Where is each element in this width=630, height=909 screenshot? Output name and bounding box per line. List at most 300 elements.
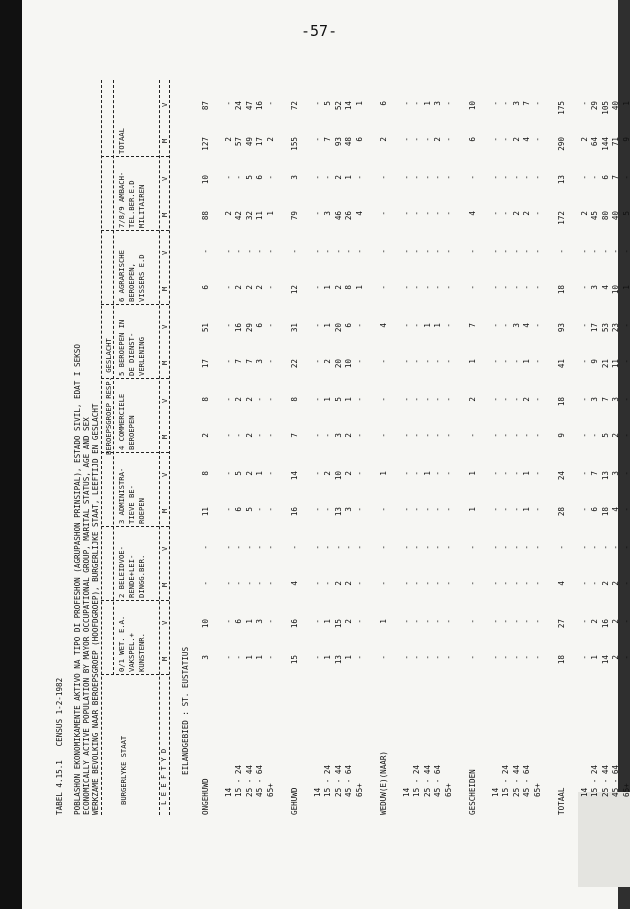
table-cell: 6 xyxy=(590,507,599,512)
table-cell: 3 xyxy=(611,471,620,476)
table-cell: - xyxy=(422,545,432,550)
table-cell: - xyxy=(443,175,453,180)
table-cell: 1 xyxy=(354,285,364,290)
table-cell: - xyxy=(354,397,364,402)
table-cell: - xyxy=(223,397,233,402)
table-cell: 11 xyxy=(611,359,620,369)
table-cell: - xyxy=(265,101,275,106)
table-cell: - xyxy=(255,433,264,438)
table-cell: 46 xyxy=(333,211,343,221)
table-cell: - xyxy=(443,249,453,254)
page-number: -57- xyxy=(301,22,338,40)
table-cell: 2 xyxy=(344,619,353,624)
table-cell: 7 xyxy=(611,175,620,180)
table-cell: 2 xyxy=(579,137,589,142)
table-cell: - xyxy=(490,619,500,624)
book-spine xyxy=(0,0,22,909)
group-header-1: KUNSTENR. xyxy=(137,633,146,672)
table-cell: 16 xyxy=(255,101,264,111)
table-cell: - xyxy=(579,323,589,328)
table-cell: - xyxy=(265,619,275,624)
table-cell: 14 xyxy=(600,655,610,665)
female-header: V xyxy=(160,176,169,181)
table-cell: 18 xyxy=(600,507,610,517)
table-cell: - xyxy=(468,655,477,660)
table-cell: - xyxy=(443,619,453,624)
female-header: V xyxy=(160,250,169,255)
table-cell: - xyxy=(501,323,510,328)
table-cell: 1 xyxy=(323,323,332,328)
table-cell: - xyxy=(223,581,233,586)
female-header: V xyxy=(160,472,169,477)
table-cell: - xyxy=(468,545,477,550)
table-cell: - xyxy=(223,249,233,254)
table-cell: 49 xyxy=(244,137,254,147)
table-cell: - xyxy=(244,581,254,586)
age-label: 14 xyxy=(223,787,233,797)
table-cell: - xyxy=(422,581,432,586)
female-header: V xyxy=(160,620,169,625)
table-cell: 5 xyxy=(234,471,243,476)
group-header-2: RENDE+LEI- xyxy=(127,554,136,598)
table-cell: - xyxy=(234,545,243,550)
table-cell: 8 xyxy=(290,397,299,402)
table-cell: - xyxy=(532,285,542,290)
table-cell: - xyxy=(265,249,275,254)
table-cell: 5 xyxy=(600,433,610,438)
table-cell: 3 xyxy=(511,323,521,328)
age-label: 15 - 24 xyxy=(590,764,599,797)
group-divider xyxy=(101,230,169,231)
table-cell: - xyxy=(511,433,521,438)
table-cell: 41 xyxy=(557,359,566,369)
table-cell: - xyxy=(354,581,364,586)
table-cell: - xyxy=(401,323,411,328)
group-divider xyxy=(101,378,169,379)
table-cell: - xyxy=(401,175,411,180)
table-cell: - xyxy=(312,397,322,402)
table-cell: - xyxy=(401,137,411,142)
table-cell: - xyxy=(621,581,630,586)
age-label: 25 - 44 xyxy=(244,764,254,797)
table-cell: - xyxy=(422,507,432,512)
table-cell: 1 xyxy=(621,285,630,290)
table-cell: - xyxy=(532,655,542,660)
table-cell: - xyxy=(379,211,388,216)
group-divider xyxy=(101,452,169,453)
table-cell: 2 xyxy=(344,471,353,476)
table-cell: - xyxy=(522,619,531,624)
table-cell: 5 xyxy=(333,397,343,402)
table-cell: - xyxy=(412,359,421,364)
table-cell: - xyxy=(412,137,421,142)
table-cell: - xyxy=(290,249,299,254)
table-cell: 1 xyxy=(433,323,442,328)
table-cell: - xyxy=(443,433,453,438)
group-header-3: TIEVE BE- xyxy=(127,485,136,524)
table-cell: - xyxy=(354,471,364,476)
table-cell: 1 xyxy=(522,359,531,364)
table-cell: - xyxy=(422,619,432,624)
group-header-6: VISSERS E.D xyxy=(137,254,146,302)
table-cell: 7 xyxy=(590,471,599,476)
table-cell: 1 xyxy=(255,655,264,660)
table-cell: - xyxy=(511,285,521,290)
table-cell: - xyxy=(522,175,531,180)
table-cell: - xyxy=(422,285,432,290)
section-label-1: GEHUWD xyxy=(290,787,299,815)
table-cell: 47 xyxy=(244,101,254,111)
table-cell: - xyxy=(323,175,332,180)
table-cell: 172 xyxy=(557,211,566,225)
table-cell: - xyxy=(468,285,477,290)
group-header-5: VERLENING xyxy=(137,337,146,376)
table-cell: - xyxy=(443,545,453,550)
age-label: 14 xyxy=(312,787,322,797)
table-cell: - xyxy=(590,581,599,586)
table-cell: 1 xyxy=(244,655,254,660)
table-cell: - xyxy=(433,397,442,402)
table-cell: - xyxy=(234,433,243,438)
leeftyd-label: L E E F T Y D xyxy=(159,748,168,805)
table-cell: - xyxy=(234,175,243,180)
table-cell: 17 xyxy=(201,359,210,369)
table-cell: 10 xyxy=(201,619,210,629)
table-cell: - xyxy=(532,323,542,328)
table-cell: - xyxy=(234,581,243,586)
table-cell: - xyxy=(312,101,322,106)
table-cell: - xyxy=(443,359,453,364)
table-cell: - xyxy=(443,397,453,402)
table-cell: - xyxy=(379,507,388,512)
table-cell: 17 xyxy=(590,323,599,333)
table-cell: 3 xyxy=(433,101,442,106)
table-cell: - xyxy=(201,249,210,254)
table-cell: - xyxy=(522,249,531,254)
table-cell: 8 xyxy=(201,471,210,476)
table-cell: - xyxy=(312,323,322,328)
table-cell: - xyxy=(312,433,322,438)
table-cell: - xyxy=(433,433,442,438)
table-cell: 1 xyxy=(255,471,264,476)
table-cell: 2 xyxy=(244,471,254,476)
male-header: M xyxy=(160,656,169,661)
table-cell: - xyxy=(412,507,421,512)
age-label: 15 - 24 xyxy=(412,764,421,797)
group-header-7: 7/8/9 AMBACH- xyxy=(117,171,126,228)
table-cell: 14 xyxy=(290,471,299,481)
table-cell: 1 xyxy=(422,323,432,328)
table-cell: - xyxy=(501,433,510,438)
table-cell: 2 xyxy=(244,433,254,438)
table-cell: - xyxy=(354,323,364,328)
table-cell: 13 xyxy=(333,655,343,665)
table-cell: - xyxy=(490,285,500,290)
table-cell: - xyxy=(312,359,322,364)
table-cell: - xyxy=(443,655,453,660)
table-cell: - xyxy=(579,581,589,586)
group-header-4: 4 COMMERCIELE xyxy=(117,393,126,450)
table-cell: - xyxy=(443,323,453,328)
table-cell: 1 xyxy=(344,655,353,660)
age-label: 25 - 44 xyxy=(600,764,610,797)
table-cell: - xyxy=(312,175,322,180)
table-cell: - xyxy=(590,249,599,254)
table-cell: - xyxy=(223,323,233,328)
group-divider xyxy=(101,304,169,305)
table-cell: 8 xyxy=(201,397,210,402)
table-cell: - xyxy=(501,581,510,586)
table-cell: - xyxy=(379,545,388,550)
table-cell: - xyxy=(412,249,421,254)
table-cell: - xyxy=(490,471,500,476)
table-cell: 1 xyxy=(522,507,531,512)
table-cell: 32 xyxy=(244,211,254,221)
table-cell: - xyxy=(255,249,264,254)
table-cell: - xyxy=(379,175,388,180)
table-cell: 51 xyxy=(201,323,210,333)
table-cell: - xyxy=(443,101,453,106)
table-cell: 2 xyxy=(468,397,477,402)
group-divider xyxy=(101,600,169,601)
table-cell: 4 xyxy=(354,211,364,216)
table-cell: - xyxy=(433,249,442,254)
table-cell: 1 xyxy=(323,619,332,624)
table-cell: - xyxy=(600,545,610,550)
table-cell: - xyxy=(579,507,589,512)
table-cell: 27 xyxy=(557,619,566,629)
table-cell: 10 xyxy=(201,175,210,185)
table-cell: 3 xyxy=(323,211,332,216)
table-cell: - xyxy=(401,619,411,624)
table-cell: - xyxy=(379,397,388,402)
table-cell: - xyxy=(501,545,510,550)
table-cell: - xyxy=(532,175,542,180)
table-cell: - xyxy=(590,433,599,438)
table-cell: - xyxy=(354,545,364,550)
table-cell: - xyxy=(433,285,442,290)
table-cell: - xyxy=(422,137,432,142)
table-cell: 1 xyxy=(590,655,599,660)
table-cell: - xyxy=(490,175,500,180)
table-cell: - xyxy=(579,359,589,364)
table-cell: - xyxy=(468,433,477,438)
table-cell: - xyxy=(333,249,343,254)
table-cell: - xyxy=(312,545,322,550)
table-cell: 2 xyxy=(600,581,610,586)
table-caption xyxy=(55,678,64,815)
table-cell: - xyxy=(401,581,411,586)
table-cell: - xyxy=(468,581,477,586)
table-cell: 2 xyxy=(333,175,343,180)
beroepsgroep-label: BEROEPSGROEP RESP. GESLACHT xyxy=(104,338,113,455)
group-header-3: 3 ADMINISTRA- xyxy=(117,467,126,524)
title-line-3: WERKZAME BEVOLKING NAAR BEROEPSGROEP (HOOFDGROEP), BURGERLIJKE STAAT, LEEFTIJD EN GESLACHT xyxy=(91,403,100,815)
age-label: 14 xyxy=(490,787,500,797)
table-cell: - xyxy=(611,249,620,254)
male-header: M xyxy=(160,212,169,217)
table-cell: - xyxy=(490,249,500,254)
table-cell: - xyxy=(323,507,332,512)
table-cell: - xyxy=(265,471,275,476)
table-cell: - xyxy=(443,211,453,216)
table-cell: 13 xyxy=(333,507,343,517)
table-cell: - xyxy=(490,323,500,328)
table-cell: 3 xyxy=(511,101,521,106)
table-cell: 7 xyxy=(234,359,243,364)
table-cell: - xyxy=(557,545,566,550)
male-header: M xyxy=(160,138,169,143)
table-cell: 4 xyxy=(290,581,299,586)
table-cell: - xyxy=(621,323,630,328)
table-cell: - xyxy=(354,175,364,180)
table-cell: - xyxy=(379,285,388,290)
table-cell: - xyxy=(621,507,630,512)
table-cell: 16 xyxy=(234,323,243,333)
table-cell: 29 xyxy=(590,101,599,111)
table-cell: - xyxy=(223,619,233,624)
table-cell: - xyxy=(532,433,542,438)
table-cell: 10 xyxy=(344,359,353,369)
table-cell: - xyxy=(532,619,542,624)
table-cell: - xyxy=(223,285,233,290)
age-label: 65+ xyxy=(354,783,364,797)
table-cell: 6 xyxy=(255,175,264,180)
table-cell: - xyxy=(290,545,299,550)
table-cell: - xyxy=(401,101,411,106)
table-cell: 2 xyxy=(379,137,388,142)
table-cell: - xyxy=(532,249,542,254)
table-cell: 2 xyxy=(579,211,589,216)
table-cell: 2 xyxy=(223,211,233,216)
table-cell: - xyxy=(265,397,275,402)
table-cell: - xyxy=(333,545,343,550)
table-cell: - xyxy=(600,249,610,254)
table-cell: - xyxy=(422,211,432,216)
table-cell: 4 xyxy=(468,211,477,216)
age-label: 14 xyxy=(401,787,411,797)
table-cell: - xyxy=(433,211,442,216)
table-cell: - xyxy=(579,249,589,254)
table-cell: 1 xyxy=(323,397,332,402)
group-header-8: TOTAAL xyxy=(117,128,126,154)
table-cell: - xyxy=(501,471,510,476)
table-cell: - xyxy=(412,211,421,216)
table-cell: 3 xyxy=(290,175,299,180)
male-header: M xyxy=(160,508,169,513)
table-cell: 18 xyxy=(557,655,566,665)
table-cell: 16 xyxy=(290,507,299,517)
table-cell: - xyxy=(579,175,589,180)
group-header-1: 0/1 WET. E.A. xyxy=(117,615,126,672)
table-cell: - xyxy=(312,137,322,142)
table-cell: - xyxy=(501,655,510,660)
table-cell: - xyxy=(244,249,254,254)
table-cell: 1 xyxy=(422,471,432,476)
table-cell: 1 xyxy=(379,471,388,476)
table-cell: - xyxy=(579,545,589,550)
table-cell: 144 xyxy=(600,137,610,151)
age-label: 25 - 44 xyxy=(511,764,521,797)
table-cell: - xyxy=(522,581,531,586)
table-cell: - xyxy=(557,249,566,254)
group-header-7: TEL.BER.E.D xyxy=(127,180,136,228)
table-cell: 15 xyxy=(333,619,343,629)
table-cell: 22 xyxy=(290,359,299,369)
table-cell: 7 xyxy=(600,397,610,402)
table-cell: - xyxy=(433,545,442,550)
table-cell: 48 xyxy=(344,137,353,147)
table-cell: 16 xyxy=(600,619,610,629)
table-cell: - xyxy=(223,101,233,106)
table-cell: - xyxy=(255,507,264,512)
table-cell: - xyxy=(312,471,322,476)
table-cell: 18 xyxy=(557,397,566,407)
table-cell: 2 xyxy=(244,285,254,290)
male-header: M xyxy=(160,434,169,439)
table-cell: - xyxy=(265,581,275,586)
rotated-table xyxy=(55,65,630,815)
group-header-5: 5 BEROEPEN IN xyxy=(117,319,126,376)
table-cell: 7 xyxy=(290,433,299,438)
table-cell: 2 xyxy=(201,433,210,438)
table-cell: - xyxy=(532,101,542,106)
table-cell: 45 xyxy=(590,211,599,221)
table-cell: 2 xyxy=(522,211,531,216)
table-cell: - xyxy=(412,581,421,586)
table-cell: - xyxy=(490,507,500,512)
table-cell: 13 xyxy=(600,471,610,481)
table-cell: - xyxy=(468,619,477,624)
table-cell: - xyxy=(532,581,542,586)
table-cell: 2 xyxy=(344,433,353,438)
table-cell: - xyxy=(412,433,421,438)
table-cell: - xyxy=(412,101,421,106)
group-header-7: MILITAIREN xyxy=(137,184,146,228)
table-cell: - xyxy=(490,211,500,216)
table-cell: - xyxy=(621,545,630,550)
table-cell: 40 xyxy=(611,211,620,221)
female-header: V xyxy=(160,398,169,403)
table-cell: - xyxy=(223,471,233,476)
table-cell: 6 xyxy=(379,101,388,106)
table-cell: - xyxy=(501,101,510,106)
table-cell: 2 xyxy=(333,285,343,290)
table-cell: 4 xyxy=(522,323,531,328)
table-cell: - xyxy=(412,655,421,660)
table-cell: - xyxy=(379,655,388,660)
table-cell: - xyxy=(443,581,453,586)
paper-shadow xyxy=(578,792,630,887)
table-cell: - xyxy=(611,545,620,550)
table-cell: - xyxy=(579,397,589,402)
table-cell: - xyxy=(522,545,531,550)
table-cell: - xyxy=(323,545,332,550)
table-cell: - xyxy=(401,397,411,402)
group-header-6: 6 AGRARISCHE xyxy=(117,250,126,302)
table-cell: 2 xyxy=(234,285,243,290)
table-cell: - xyxy=(312,285,322,290)
table-cell: - xyxy=(501,249,510,254)
age-label: 45 - 64 xyxy=(611,764,620,797)
table-cell: - xyxy=(579,285,589,290)
table-cell: - xyxy=(312,507,322,512)
table-cell: - xyxy=(412,619,421,624)
table-cell: - xyxy=(255,397,264,402)
table-cell: - xyxy=(433,507,442,512)
table-cell: 7 xyxy=(323,137,332,142)
table-cell: - xyxy=(433,175,442,180)
